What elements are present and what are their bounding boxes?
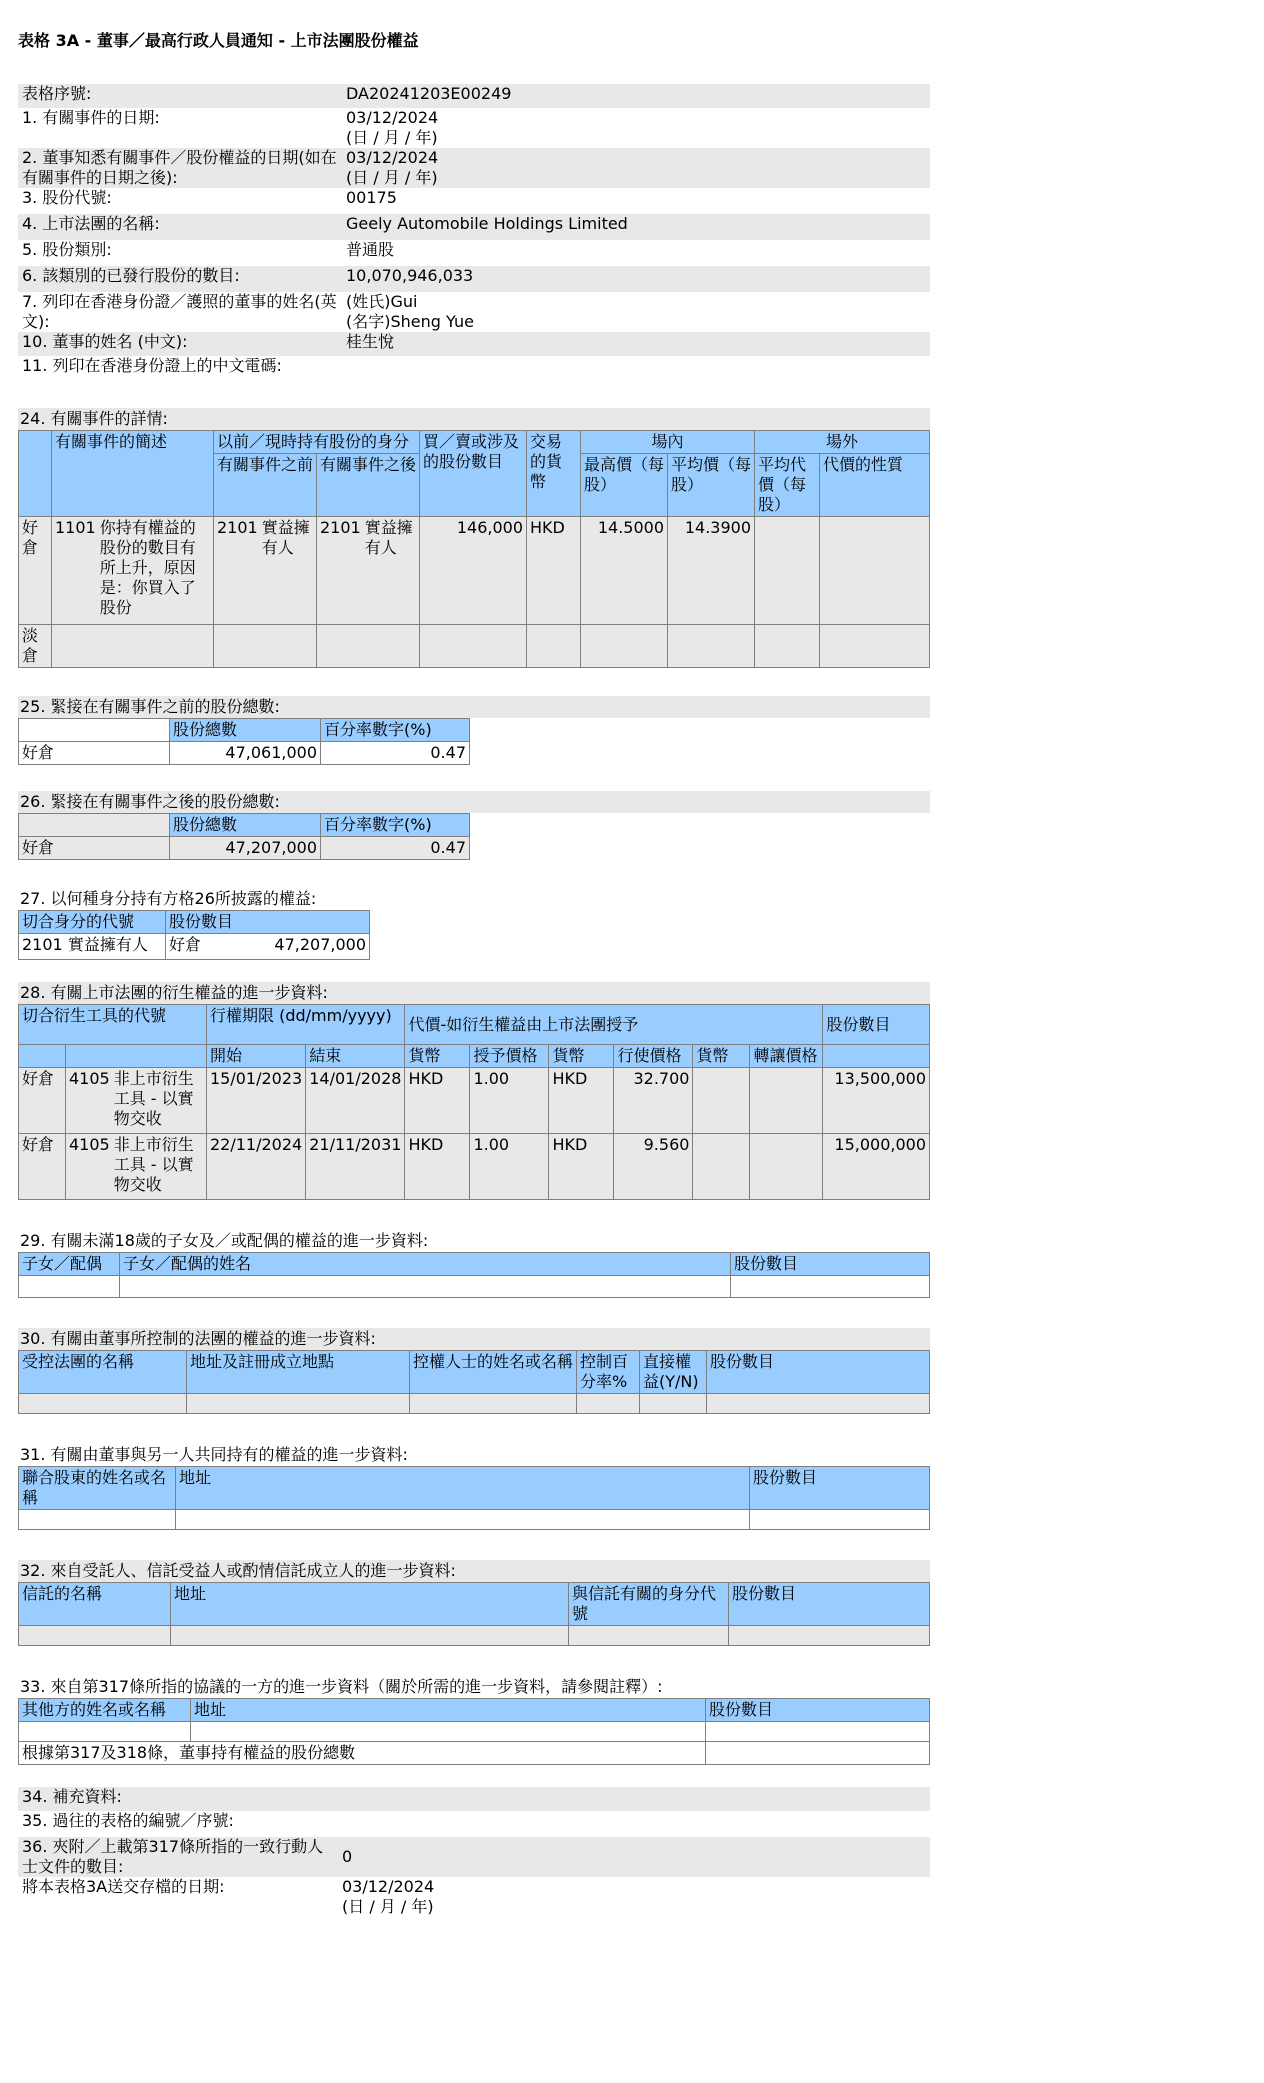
percentage: 0.47 xyxy=(321,837,470,860)
code-desc: 非上市衍生工具 - 以實物交收 xyxy=(113,1069,194,1128)
header-off-exchange: 場外 xyxy=(755,431,930,454)
footer-label: 34. 補充資料: xyxy=(18,1787,338,1811)
aware-date: 03/12/2024 xyxy=(346,148,439,167)
header-trust-name: 信託的名稱 xyxy=(19,1583,171,1626)
grant-price: 1.00 xyxy=(470,1068,549,1134)
given-name: (名字)Sheng Yue xyxy=(346,312,474,331)
share-count: 15,000,000 xyxy=(823,1134,930,1200)
info-label: 11. 列印在香港身份證上的中文電碼: xyxy=(22,356,282,375)
header-shares: 股份數目 xyxy=(166,911,370,934)
section-26-table xyxy=(18,813,470,860)
surname: (姓氏)Gui xyxy=(346,292,418,311)
info-label: 7. 列印在香港身份證／護照的董事的姓名(英文): xyxy=(22,292,337,331)
header-blank xyxy=(19,719,170,742)
info-table xyxy=(18,84,930,382)
header-trust-capacity: 與信託有關的身分代號 xyxy=(569,1583,729,1626)
event-desc-text: 你持有權益的股份的數目有所上升，原因是：你買入了股份 xyxy=(99,518,196,617)
total-shares: 47,207,000 xyxy=(170,837,321,860)
date-format-note: (日 / 月 / 年) xyxy=(346,128,438,147)
header-nature: 代價的性質 xyxy=(820,454,930,517)
header-joint-holder: 聯合股東的姓名或名稱 xyxy=(19,1467,176,1510)
section-24-heading: 24. 有關事件的詳情: xyxy=(18,408,930,430)
event-date: 03/12/2024 xyxy=(346,108,439,127)
end-date: 21/11/2031 xyxy=(306,1134,405,1200)
header-pct: 百分率數字(%) xyxy=(321,719,470,742)
info-row xyxy=(18,240,930,266)
header-after: 有關事件之後 xyxy=(317,454,420,517)
header-blank xyxy=(19,431,52,517)
supplementary-info xyxy=(338,1787,930,1811)
event-desc xyxy=(52,517,214,625)
header-shares: 買／賣或涉及的股份數目 xyxy=(420,431,527,517)
share-count: 47,207,000 xyxy=(274,935,366,954)
position-label: 淡倉 xyxy=(19,625,52,668)
header-shares: 股份數目 xyxy=(750,1467,930,1510)
start-date: 22/11/2024 xyxy=(207,1134,306,1200)
header-consideration: 代價-如衍生權益由上市法團授予 xyxy=(405,1005,823,1045)
header-currency: 貨幣 xyxy=(405,1045,470,1068)
exercise-price: 32.700 xyxy=(614,1068,693,1134)
info-value xyxy=(342,108,930,148)
currency: HKD xyxy=(405,1068,470,1134)
grant-price: 1.00 xyxy=(470,1134,549,1200)
header-currency: 貨幣 xyxy=(693,1045,750,1068)
header-period: 行權期限 (dd/mm/yyyy) xyxy=(207,1005,405,1045)
section-24-table xyxy=(18,430,930,668)
position-label: 好倉 xyxy=(19,1068,66,1134)
header-currency: 貨幣 xyxy=(549,1045,614,1068)
position-label: 好倉 xyxy=(19,742,170,765)
footer-label: 35. 過往的表格的編號／序號: xyxy=(22,1811,234,1830)
derivative-code xyxy=(66,1068,207,1134)
info-label: 10. 董事的姓名 (中文): xyxy=(18,332,342,356)
header-on-exchange: 場內 xyxy=(581,431,755,454)
concert-party-docs: 0 xyxy=(338,1837,930,1877)
header-corp-name: 受控法團的名稱 xyxy=(19,1351,187,1394)
header-shares: 股份數目 xyxy=(707,1351,930,1394)
share-class: 普通股 xyxy=(346,240,395,259)
event-code: 1101 xyxy=(55,518,96,537)
exercise-price: 9.560 xyxy=(614,1134,693,1200)
capacity-code: 2101 xyxy=(320,518,361,537)
capacity-cell xyxy=(19,934,166,960)
info-row xyxy=(18,84,930,108)
total-shares: 47,061,000 xyxy=(170,742,321,765)
short-position-row xyxy=(19,625,930,668)
issued-shares: 10,070,946,033 xyxy=(342,266,930,292)
section-29-table xyxy=(18,1252,930,1298)
info-label: 表格序號: xyxy=(18,84,342,108)
header-desc: 有關事件的簡述 xyxy=(52,431,214,517)
shares-involved: 146,000 xyxy=(420,517,527,625)
section-30-table xyxy=(18,1350,930,1414)
average-price: 14.3900 xyxy=(668,517,755,625)
long-position-row xyxy=(19,517,930,625)
currency: HKD xyxy=(527,517,581,625)
header-direct: 直接權益(Y/N) xyxy=(640,1351,707,1394)
form-page xyxy=(18,28,930,1917)
info-row xyxy=(18,214,930,240)
capacity-code: 2101 xyxy=(22,935,63,954)
info-label: 3. 股份代號: xyxy=(22,188,112,207)
header-address: 地址 xyxy=(191,1699,706,1722)
derivative-row xyxy=(19,1134,930,1200)
previous-form-number xyxy=(338,1811,930,1837)
header-before: 有關事件之前 xyxy=(214,454,317,517)
header-code: 切合衍生工具的代號 xyxy=(19,1005,207,1045)
capacity-text: 實益擁有人 xyxy=(261,518,310,557)
section-33-heading: 33. 來自第317條所指的協議的一方的進一步資料（關於所需的進一步資料，請參閱註釋）: xyxy=(20,1677,663,1696)
percentage: 0.47 xyxy=(321,742,470,765)
total-shares-label: 根據第317及318條，董事持有權益的股份總數 xyxy=(19,1742,706,1765)
section-25-heading: 25. 緊接在有關事件之前的股份總數: xyxy=(18,696,930,718)
info-row xyxy=(18,266,930,292)
currency: HKD xyxy=(405,1134,470,1200)
code: 4105 xyxy=(69,1135,110,1154)
header-shares: 股份數目 xyxy=(823,1005,930,1045)
info-label: 2. 董事知悉有關事件／股份權益的日期(如在有關事件的日期之後): xyxy=(18,148,342,188)
capacity-before xyxy=(214,517,317,625)
highest-price: 14.5000 xyxy=(581,517,668,625)
info-row xyxy=(18,356,930,382)
header-total: 股份總數 xyxy=(170,814,321,837)
footer-table xyxy=(18,1787,930,1917)
header-capacity: 以前／現時持有股份的身分 xyxy=(214,431,420,454)
header-end: 結束 xyxy=(306,1045,405,1068)
section-31-table xyxy=(18,1466,930,1530)
header-controller: 控權人士的姓名或名稱 xyxy=(410,1351,577,1394)
position-label: 好倉 xyxy=(19,837,170,860)
header-avg-off: 平均代價（每股） xyxy=(755,454,820,517)
header-other-party: 其他方的姓名或名稱 xyxy=(19,1699,191,1722)
section-25-table xyxy=(18,718,470,765)
section-29-heading: 29. 有關未滿18歲的子女及／或配偶的權益的進一步資料: xyxy=(20,1231,429,1250)
footer-label: 36. 夾附／上載第317條所指的一致行動人士文件的數目: xyxy=(18,1837,338,1877)
header-address: 地址 xyxy=(176,1467,750,1510)
footer-label: 將本表格3A送交存檔的日期: xyxy=(22,1877,225,1896)
info-row xyxy=(18,188,930,214)
section-32-heading: 32. 來自受託人、信託受益人或酌情信託成立人的進一步資料: xyxy=(18,1560,930,1582)
capacity-text: 實益擁有人 xyxy=(67,935,148,954)
header-transfer-price: 轉讓價格 xyxy=(750,1045,823,1068)
share-count: 13,500,000 xyxy=(823,1068,930,1134)
info-row xyxy=(18,292,930,332)
section-33-table xyxy=(18,1698,930,1765)
header-start: 開始 xyxy=(207,1045,306,1068)
date-format-note: (日 / 月 / 年) xyxy=(346,168,438,187)
position-label: 好倉 xyxy=(19,517,52,625)
section-28-table xyxy=(18,1004,930,1200)
director-name-zh: 桂生悅 xyxy=(342,332,930,356)
stock-code: 00175 xyxy=(346,188,397,207)
form-serial: DA20241203E00249 xyxy=(346,84,512,103)
header-shares: 股份數目 xyxy=(706,1699,930,1722)
header-shares: 股份數目 xyxy=(729,1583,930,1626)
header-high: 最高價（每股） xyxy=(581,454,668,517)
capacity-text: 實益擁有人 xyxy=(364,518,413,557)
info-value xyxy=(342,148,930,188)
code: 4105 xyxy=(69,1069,110,1088)
header-exercise-price: 行使價格 xyxy=(614,1045,693,1068)
section-27-table xyxy=(18,910,370,960)
section-32-table xyxy=(18,1582,930,1646)
position-label: 好倉 xyxy=(169,935,202,954)
info-label: 5. 股份類別: xyxy=(22,240,112,259)
header-code: 切合身分的代號 xyxy=(19,911,166,934)
header-child-name: 子女／配偶的姓名 xyxy=(120,1253,731,1276)
chinese-code xyxy=(342,356,930,382)
position-label: 好倉 xyxy=(19,1134,66,1200)
derivative-row xyxy=(19,1068,930,1134)
section-30-heading: 30. 有關由董事所控制的法團的權益的進一步資料: xyxy=(18,1328,930,1350)
director-name-en xyxy=(342,292,930,332)
currency: HKD xyxy=(549,1134,614,1200)
code-desc: 非上市衍生工具 - 以實物交收 xyxy=(113,1135,194,1194)
shares-cell xyxy=(166,934,370,960)
derivative-code xyxy=(66,1134,207,1200)
header-total: 股份總數 xyxy=(170,719,321,742)
header-address: 地址及註冊成立地點 xyxy=(187,1351,410,1394)
filing-date xyxy=(338,1877,930,1917)
info-label: 1. 有關事件的日期: xyxy=(22,108,160,127)
start-date: 15/01/2023 xyxy=(207,1068,306,1134)
section-26-heading: 26. 緊接在有關事件之後的股份總數: xyxy=(18,791,930,813)
info-label: 4. 上市法團的名稱: xyxy=(18,214,342,240)
info-row xyxy=(18,332,930,356)
filing-date-value: 03/12/2024 xyxy=(342,1877,435,1896)
form-title: 表格 3A - 董事／最高行政人員通知 - 上市法團股份權益 xyxy=(18,31,419,50)
avg-off-exchange xyxy=(755,517,820,625)
header-control-pct: 控制百分率% xyxy=(577,1351,640,1394)
date-format-note: (日 / 月 / 年) xyxy=(342,1897,434,1916)
header-blank xyxy=(19,814,170,837)
end-date: 14/01/2028 xyxy=(306,1068,405,1134)
header-grant-price: 授予價格 xyxy=(470,1045,549,1068)
header-child: 子女／配偶 xyxy=(19,1253,120,1276)
header-currency: 交易的貨幣 xyxy=(527,431,581,517)
section-28-heading: 28. 有關上市法團的衍生權益的進一步資料: xyxy=(18,982,930,1004)
section-27-heading: 27. 以何種身分持有方格26所披露的權益: xyxy=(20,889,317,908)
capacity-after xyxy=(317,517,420,625)
info-label: 6. 該類別的已發行股份的數目: xyxy=(18,266,342,292)
company-name: Geely Automobile Holdings Limited xyxy=(342,214,930,240)
capacity-code: 2101 xyxy=(217,518,258,537)
header-pct: 百分率數字(%) xyxy=(321,814,470,837)
consideration-nature xyxy=(820,517,930,625)
currency: HKD xyxy=(549,1068,614,1134)
info-value xyxy=(342,84,930,108)
header-avg: 平均價（每股） xyxy=(668,454,755,517)
header-shares: 股份數目 xyxy=(731,1253,930,1276)
info-row xyxy=(18,148,930,188)
total-shares-value xyxy=(706,1742,930,1765)
section-31-heading: 31. 有關由董事與另一人共同持有的權益的進一步資料: xyxy=(20,1445,408,1464)
info-row xyxy=(18,108,930,148)
header-address: 地址 xyxy=(171,1583,569,1626)
